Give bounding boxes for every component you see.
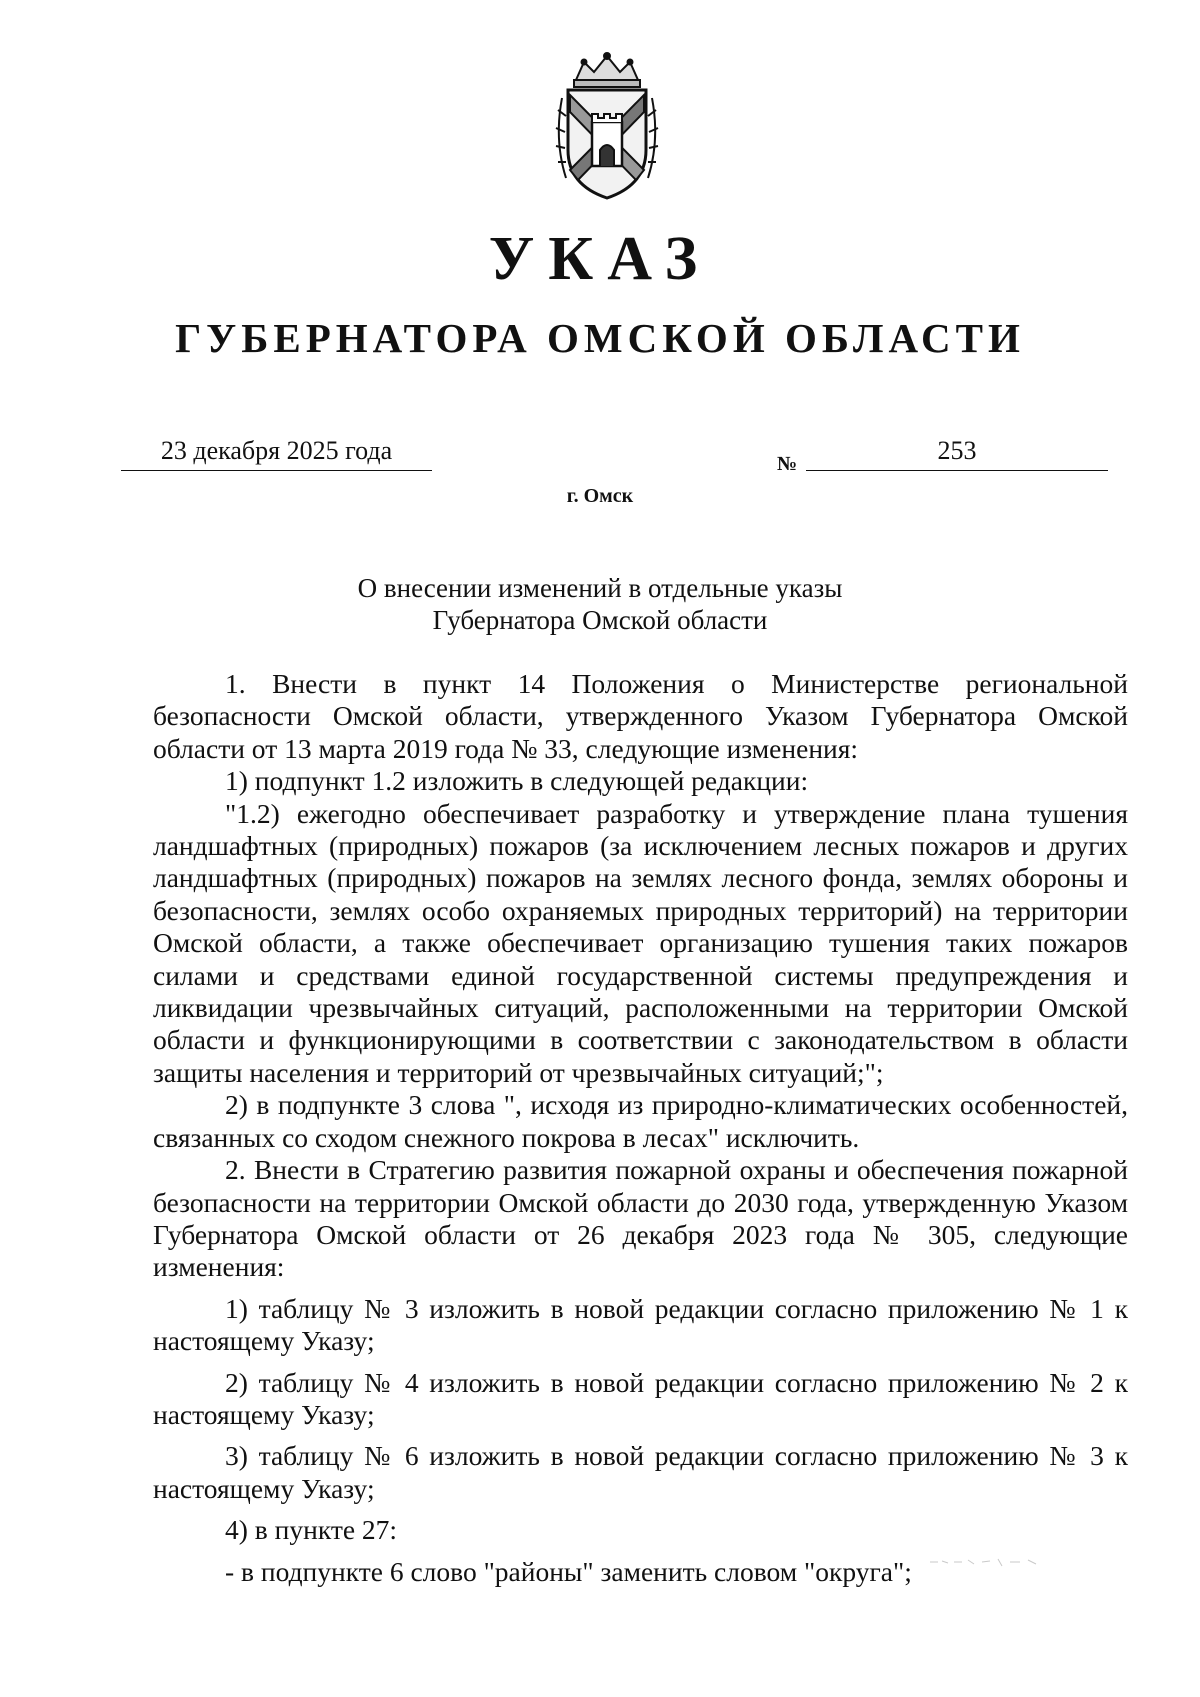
document-type-title: УКАЗ	[488, 225, 712, 293]
decree-body	[153, 668, 1128, 1588]
issuer-title: ГУБЕРНАТОРА ОМСКОЙ ОБЛАСТИ	[175, 315, 1025, 361]
paragraph-1: 1. Внести в пункт 14 Положения о Министерстве региональной безопасности Омской области, утвержденного Указом Губернатора Омской области от 13 марта 2019 года № 33, следующие изменения:	[153, 668, 1128, 764]
scan-noise-mark	[928, 1554, 1048, 1568]
paragraph-2-item-1: 1) таблицу № 3 изложить в новой редакции согласно приложению № 1 к настоящему Указу;	[153, 1292, 1128, 1357]
paragraph-2-item-4: 4) в пункте 27:	[225, 1514, 398, 1546]
paragraph-2-item-3: 3) таблицу № 6 изложить в новой редакции согласно приложению № 3 к настоящему Указу;	[153, 1440, 1128, 1504]
decree-number: 253	[806, 436, 1108, 471]
decree-date: 23 декабря 2025 года	[121, 436, 432, 471]
coat-of-arms-icon	[548, 50, 666, 202]
subject-line-1: О внесении изменений в отдельные указы	[357, 573, 843, 603]
paragraph-1-item-1-text: "1.2) ежегодно обеспечивает разработку и утверждение плана тушения ландшафтных (природных) пожаров (за исключением лесных пожаров и других ландшафтных (природных) пожаров на землях лесного фонда, землях обороны и безопасности, землях особо охраняемых природных территорий) на территории Омской области, а также обеспечивает организацию тушения таких пожаров силами и средствами единой государственной системы предупреждения и ликвидации чрезвычайных ситуаций, расположенными на территории Омской области и функционирующими в соответствии с законодательством в области защиты населения и территорий от чрезвычайных ситуаций;";	[153, 797, 1128, 1088]
paragraph-1-item-1: 1) подпункт 1.2 изложить в следующей редакции:	[225, 765, 809, 797]
paragraph-2-item-4-sub: - в подпункте 6 слово "районы" заменить словом "округа";	[225, 1555, 912, 1587]
number-label: №	[777, 453, 798, 475]
place-of-issue: г. Омск	[566, 485, 634, 507]
decree-subject	[0, 572, 1200, 636]
paragraph-1-item-2: 2) в подпункте 3 слова ", исходя из природно-климатических особенностей, связанных со сходом снежного покрова в лесах" исключить.	[153, 1089, 1128, 1153]
paragraph-2-item-2: 2) таблицу № 4 изложить в новой редакции согласно приложению № 2 к настоящему Указу;	[153, 1366, 1128, 1430]
paragraph-2: 2. Внести в Стратегию развития пожарной охраны и обеспечения пожарной безопасности на территории Омской области до 2030 года, утвержденную Указом Губернатора Омской области от 26 декабря 2023 года № 305, следующие изменения:	[153, 1154, 1128, 1283]
subject-line-2: Губернатора Омской области	[432, 605, 768, 635]
